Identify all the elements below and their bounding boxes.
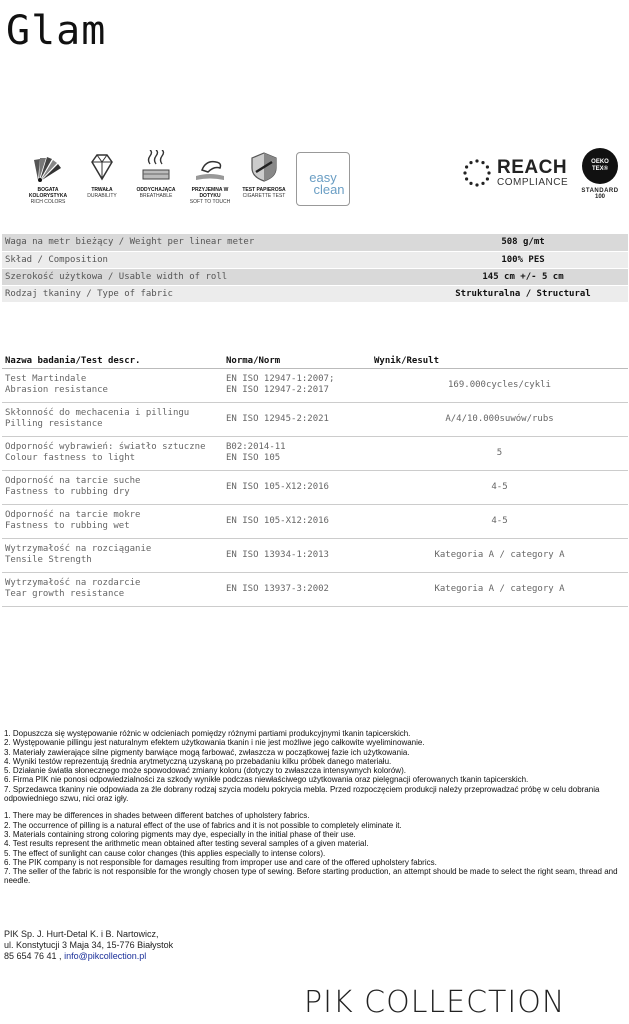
email-link[interactable]: info@pikcollection.pl	[64, 951, 147, 961]
brand-logo: PIK COLLECTION	[304, 985, 566, 1020]
notes-section	[4, 729, 626, 886]
cigarette-shield-icon	[246, 150, 282, 184]
table-row: Wytrzymałość na rozciąganie Tensile Strength EN ISO 13934-1:2013 Kategoria A / category A	[2, 538, 628, 572]
spec-row: Szerokość użytkowa / Usable width of roll 145 cm +/- 5 cm	[2, 268, 628, 285]
product-title: Glam	[6, 8, 107, 54]
table-row: Odporność na tarcie suche Fastness to rubbing dry EN ISO 105-X12:2016 4-5	[2, 470, 628, 504]
notes-polish: 1. Dopuszcza się występowanie różnic w odcieniach pomiędzy różnymi partiami produkcyjnymi tkanin tapicerskich. 2. Występowanie pillingu jest naturalnym efektem użytkowania tkanin i nie jest możliwe jego całkowite wyeliminowanie. 3. Materiały zawierające silne pigmenty barwiące mogą farbować, zwłaszcza w początkowej fazie ich użytkowania. 4. Wyniki testów reprezentują średnia arytmetyczną uzyskaną po przebadaniu kilku próbek danego materiału. 5. Działanie światła słonecznego może spowodować zmiany koloru (dotyczy to zwłaszcza intensywnych kolorów). 6. Firma PIK nie ponosi odpowiedzialności za szkody wynikłe podczas niewłaściwego użytkowania oraz pielęgnacji oferowanych tkanin tapicerskich. 7. Sprzedawca tkaniny nie odpowiada za źle dobrany rodzaj szycia modelu pokrycia mebla. Przed rozpoczęciem produkcji należy przeprowadzać próbę w celu dobrania odpowiedniego szwu, nici oraz igły.	[4, 729, 600, 804]
feature-rich-colors: BOGATA KOLORYSTYKA RICH COLORS	[22, 150, 74, 206]
spec-row: Rodzaj tkaniny / Type of fabric Strukturalna / Structural	[2, 285, 628, 302]
tests-table	[2, 354, 628, 607]
table-row: Test Martindale Abrasion resistance EN ISO 12947-1:2007; EN ISO 12947-2:2017 169.000cycles/cykli	[2, 368, 628, 402]
table-row: Skłonność do mechacenia i pillingu Pilling resistance EN ISO 12945-2:2021 A/4/10.000suwów/rubs	[2, 402, 628, 436]
color-fan-icon	[30, 150, 66, 184]
feature-soft-touch: PRZYJEMNA W DOTYKU SOFT TO TOUCH	[184, 150, 236, 206]
eu-stars-icon	[462, 158, 492, 188]
oeko-tex-circle: OEKO TEX®	[582, 148, 618, 184]
company-address: PIK Sp. J. Hurt-Detal K. i B. Nartowicz, ul. Konstytucji 3 Maja 34, 15-776 Białystok 85 654 76 41 , info@pikcollection.pl	[4, 929, 174, 961]
tests-header: Nazwa badania/Test descr. Norma/Norm Wynik/Result	[2, 354, 628, 368]
breathable-icon	[138, 150, 174, 184]
reach-compliance-logo: REACH COMPLIANCE	[462, 158, 568, 188]
spec-row: Waga na metr bieżący / Weight per linear meter 508 g/mt	[2, 234, 628, 251]
easy-clean-badge: easy clean	[296, 152, 350, 206]
diamond-icon	[84, 150, 120, 184]
phone-number: 85 654 76 41 ,	[4, 951, 62, 961]
feature-icons	[22, 150, 350, 206]
spec-row: Skład / Composition 100% PES	[2, 251, 628, 268]
specs-table	[2, 234, 628, 303]
table-row: Wytrzymałość na rozdarcie Tear growth resistance EN ISO 13937-3:2002 Kategoria A / category A	[2, 572, 628, 606]
oeko-tex-logo: OEKO TEX® STANDARD 100	[578, 148, 622, 200]
feature-cigarette-test: TEST PAPIEROSA CIGARETTE TEST	[238, 150, 290, 206]
feature-breathable: ODDYCHAJĄCA BREATHABLE	[130, 150, 182, 206]
notes-english: 1. There may be differences in shades between different batches of upholstery fabrics. 2. The occurrence of pilling is a natural effect of the use of fabrics and it is not possible to completely eliminate it. 3. Materials containing strong coloring pigments may dye, especially in the initial phase of their use. 4. Test results represent the arithmetic mean obtained after testing several samples of a given material. 5. The effect of sunlight can cause color changes (this applies especially to intense colors). 6. The PIK company is not responsible for damages resulting from improper use and care of the offered upholstery fabrics. 7. The seller of the fabric is not responsible for the wrongly chosen type of sewing. Before starting production, an attempt should be made to select the right seam, thread and needle.	[4, 811, 618, 886]
feature-durability: TRWAŁA DURABILITY	[76, 150, 128, 206]
hand-touch-icon	[192, 150, 228, 184]
table-row: Odporność wybrawień: światło sztuczne Colour fastness to light B02:2014-11 EN ISO 105 5	[2, 436, 628, 470]
table-row: Odporność na tarcie mokre Fastness to rubbing wet EN ISO 105-X12:2016 4-5	[2, 504, 628, 538]
